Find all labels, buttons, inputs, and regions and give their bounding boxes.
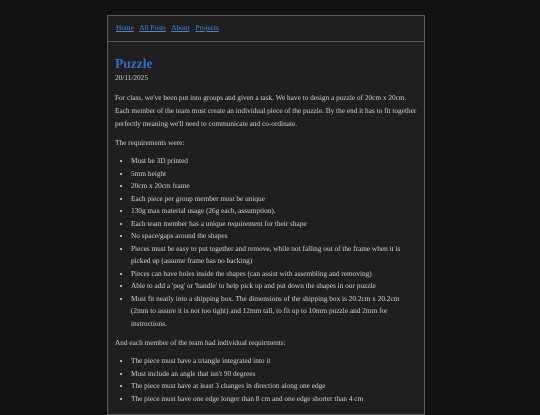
list-item: • Pieces can have holes inside the shapes (can assist with assembling and removing): [131, 268, 417, 281]
post-date: 20/11/2025: [115, 73, 148, 82]
list-item: • The piece must have one edge longer than 8 cm and one edge shorter than 4 cm: [131, 393, 417, 406]
list-item: • 20cm x 20cm frame: [131, 180, 417, 193]
list-item: • Pieces must be easy to put together and remove, while not falling out of the frame when it is picked up (assume frame has no backing): [131, 243, 417, 268]
blog-page: [107, 15, 425, 415]
individual-requirements-heading: And each member of the team had individual requirments:: [115, 338, 286, 347]
list-item: • The piece must have at least 3 changes in direction along one edge: [131, 380, 417, 393]
list-item: • 5mm height: [131, 168, 417, 181]
list-item: • Must be 3D printed: [131, 155, 417, 168]
list-item: • 130g max material usage (26g each, assumption).: [131, 205, 417, 218]
list-item: • Must include an angle that isn't 90 degrees: [131, 368, 417, 381]
post-intro: For class, we've been put into groups and given a task. We have to design a puzzle of 20cm x 20cm. Each member of the team must create an individual piece of the puzzle. By the end it has to fit together perfectly meaning we'll need to communicate and co-ordinate.: [115, 93, 417, 128]
list-item: • Able to add a 'peg' or 'handle' to help pick up and put down the shapes in our puzzle: [131, 280, 417, 293]
list-item: • Must fit neatly into a shipping box. The dimensions of the shipping box is 20.2cm x 20.2cm (2mm to assure it is not too tight) and 12mm tall, to fit up to 10mm puzzle and 2mm for instructions.: [131, 293, 417, 331]
post-content: [108, 42, 424, 405]
nav-link-projects[interactable]: Projects: [195, 23, 219, 32]
nav-link-about[interactable]: About: [171, 23, 190, 32]
top-navigation: [108, 16, 424, 42]
list-item: • Each team member has a unique requirement for their shape: [131, 218, 417, 231]
list-item: • Each piece per group member must be unique: [131, 193, 417, 206]
nav-link-all-posts[interactable]: All Posts: [139, 23, 166, 32]
requirements-list: [115, 155, 417, 330]
list-item: • No space/gaps around the shapes: [131, 230, 417, 243]
individual-requirements-list: [115, 355, 417, 405]
post-title: Puzzle: [115, 56, 153, 71]
nav-link-home[interactable]: Home: [116, 23, 134, 32]
requirements-heading: The requirements were:: [115, 138, 185, 147]
list-item: • The piece must have a triangle integrated into it: [131, 355, 417, 368]
